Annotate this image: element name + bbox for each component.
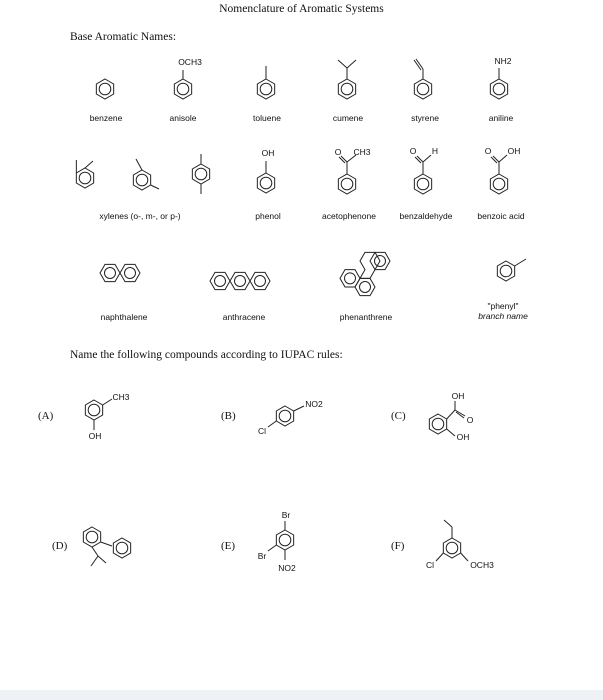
compound-c-oh2-label: OH	[456, 432, 470, 442]
compound-e-br-top-label: Br	[281, 510, 291, 520]
compound-a-structure	[85, 399, 112, 430]
naphthalene-structure	[100, 264, 140, 281]
label-toluene: toluene	[253, 113, 281, 123]
label-cumene: cumene	[332, 113, 364, 123]
base-aromatic-heading: Base Aromatic Names:	[70, 31, 177, 43]
page-title: Nomenclature of Aromatic Systems	[219, 3, 384, 15]
phenyl-structure	[497, 259, 526, 281]
label-benzoic-acid: benzoic acid	[477, 211, 525, 221]
compound-e-no2-label: NO2	[278, 563, 296, 573]
benzaldehyde-structure	[414, 155, 431, 194]
label-phenyl-branch-name: branch name	[478, 311, 528, 321]
benzaldehyde-h-label: H	[431, 146, 439, 156]
phenol-oh-label: OH	[261, 148, 275, 158]
problem-b-label: (B)	[221, 410, 236, 422]
compound-f-cl-label: Cl	[425, 560, 435, 570]
problem-f-label: (F)	[391, 540, 405, 552]
p-xylene-structure	[192, 154, 209, 194]
label-phenanthrene: phenanthrene	[339, 312, 393, 322]
compound-f-structure	[436, 520, 468, 561]
benzaldehyde-o-label: O	[409, 146, 417, 156]
compound-c-oh-label: OH	[451, 391, 465, 401]
acetophenone-structure	[338, 155, 356, 194]
benzene-structure	[96, 79, 113, 99]
label-acetophenone: acetophenone	[322, 211, 376, 221]
compound-c-structure	[429, 401, 465, 436]
label-benzene: benzene	[89, 113, 123, 123]
aniline-nh2-label: NH2	[494, 56, 512, 66]
compound-a-oh-label: OH	[88, 431, 102, 441]
benzoic-acid-oh-label: OH	[507, 146, 521, 156]
compound-e-structure	[268, 521, 294, 560]
viewer-footer-bar	[0, 690, 603, 700]
label-aniline: aniline	[488, 113, 514, 123]
label-anisole: anisole	[169, 113, 197, 123]
anthracene-structure	[210, 272, 270, 289]
problem-d-label: (D)	[52, 540, 68, 552]
compound-f-och3-label: OCH3	[470, 560, 494, 570]
problem-heading: Name the following compounds according to IUPAC rules:	[70, 349, 343, 361]
aniline-structure	[490, 68, 507, 99]
label-xylenes: xylenes (o-, m-, or p-)	[99, 211, 181, 221]
phenanthrene-structure	[340, 252, 390, 295]
anisole-och3-label: OCH3	[178, 57, 202, 67]
label-styrene: styrene	[411, 113, 439, 123]
benzoic-acid-o-label: O	[484, 146, 492, 156]
compound-b-cl-label: Cl	[257, 426, 267, 436]
compound-c-o-label: O	[466, 415, 474, 425]
compound-a-ch3-label: CH3	[112, 392, 130, 402]
acetophenone-ch3-label: CH3	[353, 147, 371, 157]
problem-e-label: (E)	[221, 540, 236, 552]
phenol-structure	[257, 161, 274, 193]
compound-e-br-left-label: Br	[257, 551, 267, 561]
compound-b-structure	[268, 406, 304, 427]
styrene-structure	[414, 59, 432, 99]
compound-d-structure	[83, 527, 130, 566]
m-xylene-structure	[133, 159, 159, 190]
compound-b-no2-label: NO2	[305, 399, 323, 409]
problem-c-label: (C)	[391, 410, 406, 422]
o-xylene-structure	[76, 160, 93, 188]
cumene-structure	[338, 60, 356, 99]
benzoic-acid-structure	[490, 155, 507, 194]
label-phenol: phenol	[255, 211, 281, 221]
toluene-structure	[257, 66, 274, 99]
label-naphthalene: naphthalene	[100, 312, 148, 322]
problem-a-label: (A)	[38, 410, 54, 422]
label-anthracene: anthracene	[222, 312, 266, 322]
anisole-structure	[174, 70, 191, 99]
label-benzaldehyde: benzaldehyde	[399, 211, 453, 221]
acetophenone-o-label: O	[334, 147, 342, 157]
label-phenyl: "phenyl"	[487, 301, 519, 311]
